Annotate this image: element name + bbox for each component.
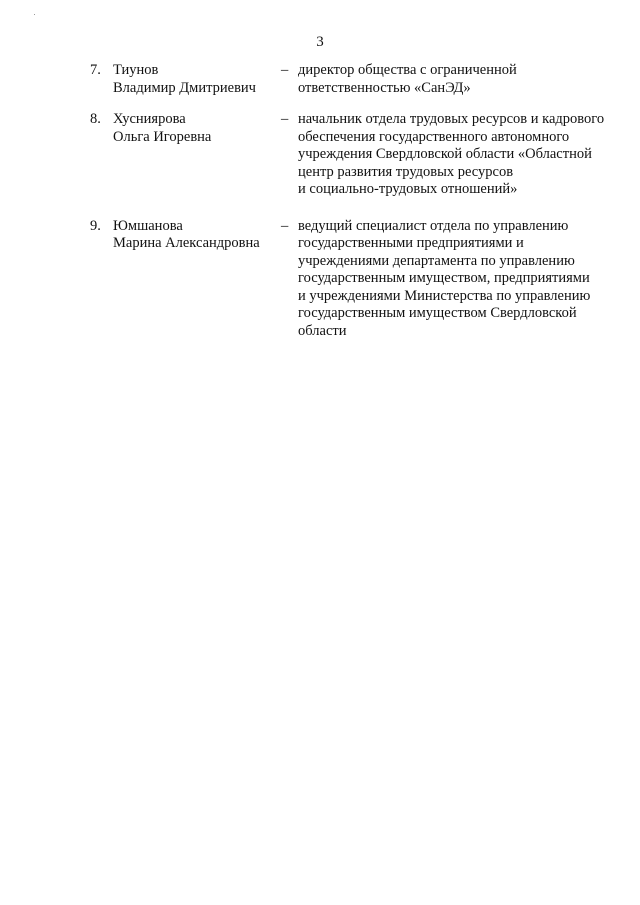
member-list xyxy=(0,62,640,340)
item-number: 9. xyxy=(90,217,101,234)
given-names: Марина Александровна xyxy=(113,235,260,251)
list-item xyxy=(0,62,640,97)
scan-speck xyxy=(34,14,35,15)
list-item xyxy=(0,111,640,199)
description-line: государственным имуществом, предприятиями xyxy=(298,270,590,286)
description-line: центр развития трудовых ресурсов xyxy=(298,163,514,180)
description-line: государственными предприятиями и xyxy=(298,235,524,251)
dash-separator: – xyxy=(281,217,289,234)
description-line: обеспечения государственного автономного xyxy=(298,128,570,145)
given-names: Владимир Дмитриевич xyxy=(113,79,256,96)
given-names: Ольга Игоревна xyxy=(113,128,212,145)
position-description xyxy=(298,218,628,341)
item-number: 8. xyxy=(90,111,101,127)
description-line: ответственностью «СанЭД» xyxy=(298,79,471,96)
description-line: начальник отдела трудовых ресурсов и кадрового xyxy=(298,111,605,127)
page-number: 3 xyxy=(316,34,324,50)
person-name xyxy=(113,218,278,253)
surname: Тиунов xyxy=(113,62,159,78)
description-line: ведущий специалист отдела по управлению xyxy=(298,217,569,234)
description-line: учреждения Свердловской области «Областной xyxy=(298,146,592,162)
surname: Хусниярова xyxy=(113,111,186,127)
surname: Юмшанова xyxy=(113,217,183,234)
description-line: области xyxy=(298,322,347,339)
position-description xyxy=(298,62,628,97)
person-name xyxy=(113,62,278,97)
dash-separator: – xyxy=(281,111,289,127)
dash-separator: – xyxy=(281,62,289,78)
description-line: директор общества с ограниченной xyxy=(298,62,517,78)
description-line: государственным имуществом Свердловской xyxy=(298,305,577,321)
person-name xyxy=(113,111,278,146)
item-number: 7. xyxy=(90,62,101,78)
description-line: учреждениями департамента по управлению xyxy=(298,252,575,269)
description-line: и социально-трудовых отношений» xyxy=(298,181,518,197)
list-item xyxy=(0,218,640,341)
position-description xyxy=(298,111,628,199)
description-line: и учреждениями Министерства по управлению xyxy=(298,287,591,304)
